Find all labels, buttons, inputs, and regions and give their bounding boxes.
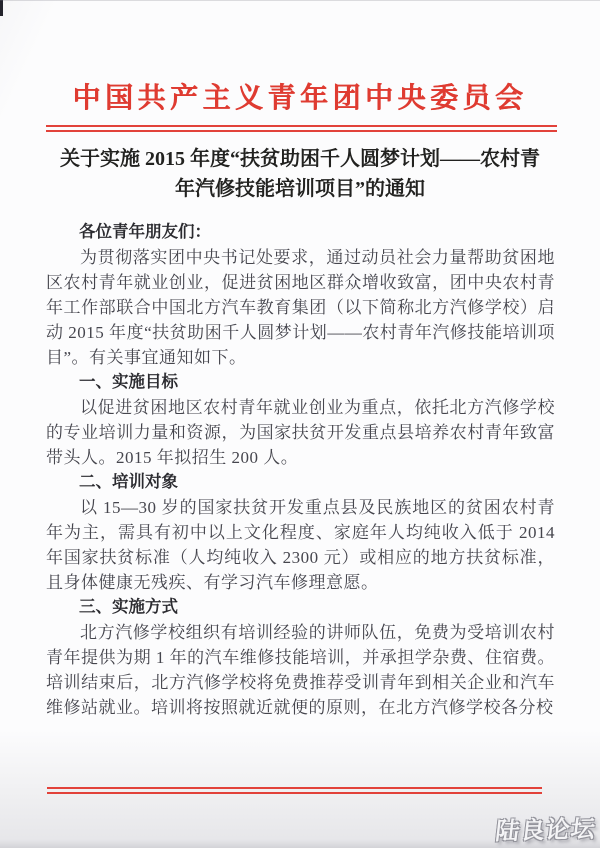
salutation: 各位青年朋友们： bbox=[79, 223, 211, 241]
masthead-divider-line bbox=[46, 125, 557, 132]
scan-edge-artifact bbox=[0, 0, 3, 16]
section-1-heading: 一、实施目标 bbox=[79, 373, 178, 391]
watermark-text: 陆良论坛 bbox=[493, 815, 598, 846]
scan-top-edge-line bbox=[0, 0, 600, 1]
section-3-body: 北方汽修学校组织有培训经验的讲师队伍，免费为受培训农村青年提供为期 1 年的汽车维修技能培训，并承担学杂费、住宿费。培训结束后，北方汽修学校将免费推荐受训青年到相关企业和汽车维修站就业。培训将按照就近就便的原则，在北方汽修学校各分校 bbox=[46, 623, 555, 717]
section-1-body: 以促进贫困地区农村青年就业创业为重点，依托北方汽修学校的专业培训力量和资源，为国家扶贫开发重点县培养农村青年致富带头人。2015 年拟招生 200 人。 bbox=[46, 398, 555, 467]
section-3-heading: 三、实施方式 bbox=[79, 598, 178, 616]
section-2-body: 以 15—30 岁的国家扶贫开发重点县及民族地区的贫困农村青年为主，需具有初中以上文化程度、家庭年人均纯收入低于 2014 年国家扶贫标准（人均纯收入 2300 元）或相应的地方扶贫标准，且身体健康无残疾、有学习汽车修理意愿。 bbox=[46, 498, 555, 592]
document-title bbox=[40, 144, 560, 204]
document-title-line-2: 年汽修技能培训项目”的通知 bbox=[175, 178, 425, 200]
notice-body bbox=[46, 220, 555, 720]
masthead-title: 中国共产主义青年团中央委员会 bbox=[72, 83, 528, 114]
footer-divider-line bbox=[47, 787, 542, 794]
document-title-line-1: 关于实施 2015 年度“扶贫助困千人圆梦计划——农村青 bbox=[60, 148, 540, 170]
intro-paragraph: 为贯彻落实团中央书记处要求，通过动员社会力量帮助贫困地区农村青年就业创业，促进贫困地区群众增收致富，团中央农村青年工作部联合中国北方汽车教育集团（以下简称北方汽修学校）启动 2015 年度“扶贫助困千人圆梦计划——农村青年汽修技能培训项目”。有关事宜通知如下。 bbox=[46, 248, 555, 367]
section-2-heading: 二、培训对象 bbox=[79, 473, 178, 491]
